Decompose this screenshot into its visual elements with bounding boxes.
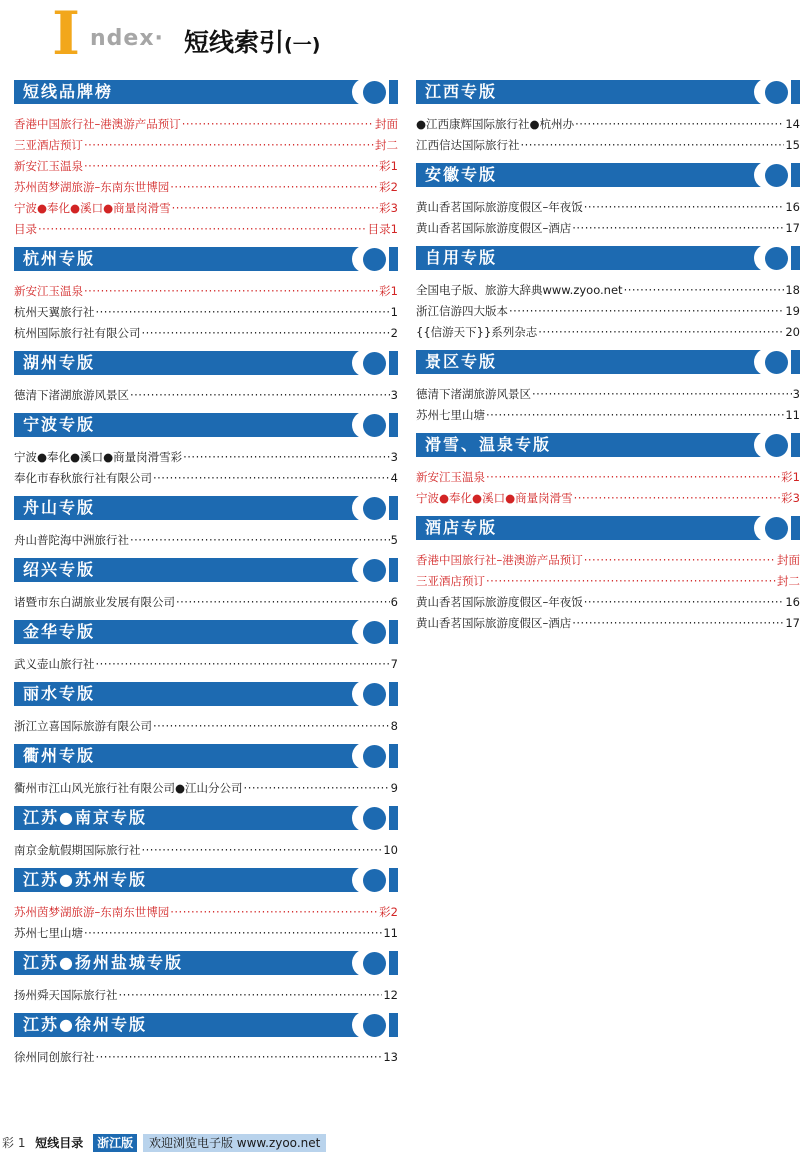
index-entry[interactable]: [14, 323, 398, 344]
index-entry[interactable]: [416, 488, 800, 509]
section-title: 酒店专版: [425, 518, 498, 537]
section-header-tail: [389, 682, 398, 706]
section-header-bar: [14, 620, 398, 644]
dot-leader: [538, 322, 784, 343]
circle-icon: [363, 497, 386, 520]
section-title: 丽水专版: [23, 684, 96, 703]
dot-leader: [170, 177, 378, 198]
section-header-tail: [791, 80, 800, 104]
dot-leader: [521, 135, 785, 156]
index-entry[interactable]: [14, 156, 398, 177]
entry-name: 杭州国际旅行社有限公司: [14, 326, 141, 340]
index-section: [14, 80, 398, 240]
circle-icon: [765, 81, 788, 104]
dot-leader: [532, 384, 792, 405]
section-header-bar: [14, 744, 398, 768]
index-section: [416, 80, 800, 156]
index-entry[interactable]: [416, 280, 800, 301]
entry-page: 14: [785, 117, 800, 131]
index-entry[interactable]: [14, 902, 398, 923]
circle-icon: [363, 352, 386, 375]
dot-leader: [509, 301, 784, 322]
section-header-bar: [14, 1013, 398, 1037]
section-title: 舟山专版: [23, 498, 96, 517]
dot-leader: [183, 447, 390, 468]
dot-leader: [153, 716, 390, 737]
entry-page: 彩1: [379, 284, 398, 298]
section-title: 杭州专版: [23, 249, 96, 268]
entry-name: 衢州市江山风光旅行社有限公司●江山分公司: [14, 781, 243, 795]
section-header-tail: [791, 163, 800, 187]
dot-leader: [182, 114, 374, 135]
circle-icon: [363, 869, 386, 892]
section-title: 自用专版: [425, 248, 498, 267]
entry-page: 彩2: [379, 905, 398, 919]
dot-leader: [142, 840, 383, 861]
index-entry[interactable]: [416, 550, 800, 571]
section-header-bar: [14, 247, 398, 271]
section-title: 绍兴专版: [23, 560, 96, 579]
section-header-tail: [389, 413, 398, 437]
entry-page: 彩2: [379, 180, 398, 194]
section-title: 江西专版: [425, 82, 498, 101]
index-entry[interactable]: [416, 384, 800, 405]
section-header-tail: [791, 516, 800, 540]
section-title: 江苏●南京专版: [23, 808, 147, 827]
section-title: 景区专版: [425, 352, 498, 371]
section-title: 安徽专版: [425, 165, 498, 184]
entry-page: 19: [785, 304, 800, 318]
entry-page: 12: [383, 988, 398, 1002]
entry-name: 德清下渚湖旅游风景区: [416, 387, 531, 401]
entry-name: 浙江信游四大版本: [416, 304, 508, 318]
entry-page: 7: [390, 657, 398, 671]
entry-page: 1: [390, 305, 398, 319]
entry-page: 封二: [777, 574, 800, 588]
section-header-bar: [14, 351, 398, 375]
entry-page: 9: [390, 781, 398, 795]
index-entry[interactable]: [14, 923, 398, 944]
section-header-bar: [416, 80, 800, 104]
section-title: 金华专版: [23, 622, 96, 641]
page-header: [52, 0, 552, 69]
section-header-bar: [14, 682, 398, 706]
index-entry[interactable]: [416, 301, 800, 322]
page-title: [184, 23, 320, 59]
dot-leader: [624, 280, 785, 301]
section-header-bar: [416, 246, 800, 270]
section-header-tail: [791, 246, 800, 270]
index-entry[interactable]: [416, 197, 800, 218]
entry-name: 苏州茵梦湖旅游–东南东世博园: [14, 180, 170, 194]
left-column: [14, 80, 398, 1075]
entry-page: 6: [390, 595, 398, 609]
section-header-tail: [389, 744, 398, 768]
index-entry[interactable]: [14, 114, 398, 135]
dot-leader: [486, 405, 784, 426]
entry-name: 新安江玉温泉: [14, 284, 83, 298]
entry-name: 武义壶山旅行社: [14, 657, 95, 671]
index-entry[interactable]: [14, 177, 398, 198]
entry-page: 5: [390, 533, 398, 547]
index-section: [14, 744, 398, 799]
section-header-bar: [14, 806, 398, 830]
index-word: [90, 26, 164, 51]
circle-icon: [363, 621, 386, 644]
index-entry[interactable]: [14, 385, 398, 406]
dot-leader: [486, 467, 780, 488]
dot-leader: [575, 114, 784, 135]
section-header-bar: [416, 433, 800, 457]
entry-page: 彩1: [781, 470, 800, 484]
index-entry[interactable]: [416, 592, 800, 613]
index-word-rest: ndex: [90, 26, 155, 51]
index-entry[interactable]: [14, 135, 398, 156]
entry-page: 4: [390, 471, 398, 485]
section-header-bar: [416, 163, 800, 187]
index-section: [14, 1013, 398, 1068]
entry-name: 德清下渚湖旅游风景区: [14, 388, 129, 402]
index-section: [416, 246, 800, 343]
entry-page: 封二: [375, 138, 398, 152]
dot-leader: [176, 592, 390, 613]
entry-name: 全国电子版、旅游大辞典www.zyoo.net: [416, 283, 623, 297]
entry-page: 3: [792, 387, 800, 401]
entry-name: 奉化市春秋旅行社有限公司: [14, 471, 152, 485]
section-header-tail: [389, 351, 398, 375]
entry-name: 诸暨市东白湖旅业发展有限公司: [14, 595, 175, 609]
dot-leader: [244, 778, 390, 799]
entry-page: 封面: [375, 117, 398, 131]
index-section: [14, 351, 398, 406]
index-section: [14, 682, 398, 737]
footer-label: 短线目录: [35, 1136, 84, 1150]
entry-name: 黄山香茗国际旅游度假区–年夜饭: [416, 595, 583, 609]
entry-name: ●江西康辉国际旅行社●杭州办: [416, 117, 575, 131]
circle-icon: [363, 683, 386, 706]
index-entry[interactable]: [14, 530, 398, 551]
entry-name: 三亚酒店预订: [416, 574, 485, 588]
index-entry[interactable]: [416, 218, 800, 239]
entry-page: 3: [390, 450, 398, 464]
section-title: 宁波专版: [23, 415, 96, 434]
entry-page: 20: [785, 325, 800, 339]
section-header-bar: [416, 516, 800, 540]
index-entry[interactable]: [14, 840, 398, 861]
section-header-bar: [14, 413, 398, 437]
index-section: [416, 350, 800, 426]
index-entry[interactable]: [14, 302, 398, 323]
page-title-part: (一): [284, 34, 321, 56]
section-header-tail: [389, 496, 398, 520]
index-entry[interactable]: [14, 1047, 398, 1068]
section-header-tail: [791, 350, 800, 374]
entry-page: 11: [383, 926, 398, 940]
section-title: 短线品牌榜: [23, 82, 114, 101]
entry-page: 彩3: [781, 491, 800, 505]
entry-name: 香港中国旅行社–港澳游产品预订: [416, 553, 583, 567]
circle-icon: [363, 559, 386, 582]
circle-icon: [765, 517, 788, 540]
circle-icon: [363, 1014, 386, 1037]
index-entry[interactable]: [14, 447, 398, 468]
section-title: 衢州专版: [23, 746, 96, 765]
entry-name: 黄山香茗国际旅游度假区–酒店: [416, 221, 572, 235]
entry-page: 3: [390, 388, 398, 402]
entry-page: 11: [785, 408, 800, 422]
index-entry[interactable]: [416, 571, 800, 592]
index-section: [14, 558, 398, 613]
dot-leader: [486, 571, 776, 592]
dot-leader: [84, 281, 378, 302]
entry-page: 彩3: [379, 201, 398, 215]
dot-leader: [130, 385, 390, 406]
index-section: [14, 868, 398, 944]
dot-leader: [96, 302, 390, 323]
entry-name: 三亚酒店预订: [14, 138, 83, 152]
index-entry[interactable]: [416, 135, 800, 156]
entry-name: 香港中国旅行社–港澳游产品预订: [14, 117, 181, 131]
entry-name: 江西信达国际旅行社: [416, 138, 520, 152]
entry-name: 宁波●奉化●溪口●商量岗滑雪彩: [14, 450, 183, 464]
entry-name: 舟山普陀海中洲旅行社: [14, 533, 129, 547]
index-entry[interactable]: [14, 778, 398, 799]
dot-leader: [130, 530, 390, 551]
right-column: [416, 80, 800, 641]
index-initial-letter: I: [52, 0, 81, 69]
circle-icon: [363, 745, 386, 768]
dot-leader: [572, 613, 784, 634]
dot-leader: [572, 218, 784, 239]
entry-page: 2: [390, 326, 398, 340]
section-header-bar: [416, 350, 800, 374]
entry-name: 南京金航假期国际旅行社: [14, 843, 141, 857]
section-header-bar: [14, 868, 398, 892]
circle-icon: [765, 434, 788, 457]
circle-icon: [363, 952, 386, 975]
page-footer: [0, 1134, 800, 1152]
index-entry[interactable]: [14, 198, 398, 219]
section-header-tail: [389, 951, 398, 975]
entry-name: 黄山香茗国际旅游度假区–酒店: [416, 616, 572, 630]
section-header-bar: [14, 80, 398, 104]
index-entry[interactable]: [416, 613, 800, 634]
page-title-text: 短线索引: [184, 28, 285, 57]
index-section: [416, 163, 800, 239]
dot-leader: [96, 654, 390, 675]
entry-page: 18: [785, 283, 800, 297]
entry-name: 苏州茵梦湖旅游–东南东世博园: [14, 905, 170, 919]
circle-icon: [765, 247, 788, 270]
entry-page: 封面: [777, 553, 800, 567]
footer-edition-badge: 浙江版: [93, 1134, 137, 1152]
entry-name: 宁波●奉化●溪口●商量岗滑雪: [14, 201, 171, 215]
section-header-bar: [14, 558, 398, 582]
section-title: 湖州专版: [23, 353, 96, 372]
section-header-tail: [389, 558, 398, 582]
dot-leader: [142, 323, 390, 344]
index-dot: ·: [154, 26, 164, 51]
entry-page: 16: [785, 200, 800, 214]
dot-leader: [172, 198, 379, 219]
index-entry[interactable]: [14, 468, 398, 489]
entry-name: 杭州天翼旅行社: [14, 305, 95, 319]
index-section: [14, 620, 398, 675]
entry-page: 目录1: [367, 222, 398, 236]
circle-icon: [765, 351, 788, 374]
section-title: 江苏●苏州专版: [23, 870, 147, 889]
section-header-tail: [389, 80, 398, 104]
footer-welcome-link[interactable]: 欢迎浏览电子版 www.zyoo.net: [143, 1134, 326, 1152]
entry-name: 宁波●奉化●溪口●商量岗滑雪: [416, 491, 573, 505]
dot-leader: [84, 923, 382, 944]
index-section: [14, 806, 398, 861]
index-section: [416, 516, 800, 634]
section-header-tail: [389, 1013, 398, 1037]
dot-leader: [84, 156, 378, 177]
index-entry[interactable]: [14, 985, 398, 1006]
entry-name: 浙江立喜国际旅游有限公司: [14, 719, 152, 733]
section-title: 滑雪、温泉专版: [425, 435, 552, 454]
index-section: [14, 951, 398, 1006]
dot-leader: [153, 468, 390, 489]
entry-name: 黄山香茗国际旅游度假区–年夜饭: [416, 200, 583, 214]
index-entry[interactable]: [416, 114, 800, 135]
entry-page: 彩1: [379, 159, 398, 173]
index-entry[interactable]: [416, 467, 800, 488]
index-entry[interactable]: [416, 322, 800, 343]
index-entry[interactable]: [416, 405, 800, 426]
index-entry[interactable]: [14, 219, 398, 240]
entry-name: 新安江玉温泉: [14, 159, 83, 173]
entry-name: 新安江玉温泉: [416, 470, 485, 484]
entry-name: 目录: [14, 222, 37, 236]
dot-leader: [584, 592, 785, 613]
entry-name: 徐州同创旅行社: [14, 1050, 95, 1064]
index-section: [416, 433, 800, 509]
section-header-tail: [791, 433, 800, 457]
circle-icon: [363, 807, 386, 830]
footer-page-number: 彩 1: [2, 1136, 26, 1150]
dot-leader: [574, 488, 781, 509]
circle-icon: [363, 414, 386, 437]
circle-icon: [363, 248, 386, 271]
dot-leader: [119, 985, 383, 1006]
section-header-tail: [389, 247, 398, 271]
entry-name: {{信游天下}}系列杂志: [416, 325, 538, 339]
section-header-bar: [14, 496, 398, 520]
entry-page: 13: [383, 1050, 398, 1064]
dot-leader: [170, 902, 378, 923]
entry-name: 扬州舜天国际旅行社: [14, 988, 118, 1002]
entry-page: 8: [390, 719, 398, 733]
entry-name: 苏州七里山塘: [416, 408, 485, 422]
dot-leader: [84, 135, 374, 156]
dot-leader: [96, 1047, 383, 1068]
index-entry[interactable]: [14, 716, 398, 737]
circle-icon: [363, 81, 386, 104]
circle-icon: [765, 164, 788, 187]
dot-leader: [584, 550, 776, 571]
section-title: 江苏●扬州盐城专版: [23, 953, 183, 972]
dot-leader: [38, 219, 367, 240]
section-header-bar: [14, 951, 398, 975]
entry-name: 苏州七里山塘: [14, 926, 83, 940]
dot-leader: [584, 197, 785, 218]
section-header-tail: [389, 806, 398, 830]
entry-page: 17: [785, 221, 800, 235]
index-section: [14, 496, 398, 551]
entry-page: 16: [785, 595, 800, 609]
entry-page: 17: [785, 616, 800, 630]
index-entry[interactable]: [14, 654, 398, 675]
section-header-tail: [389, 868, 398, 892]
index-section: [14, 247, 398, 344]
index-section: [14, 413, 398, 489]
index-entry[interactable]: [14, 592, 398, 613]
section-header-tail: [389, 620, 398, 644]
section-title: 江苏●徐州专版: [23, 1015, 147, 1034]
index-entry[interactable]: [14, 281, 398, 302]
entry-page: 15: [785, 138, 800, 152]
entry-page: 10: [383, 843, 398, 857]
